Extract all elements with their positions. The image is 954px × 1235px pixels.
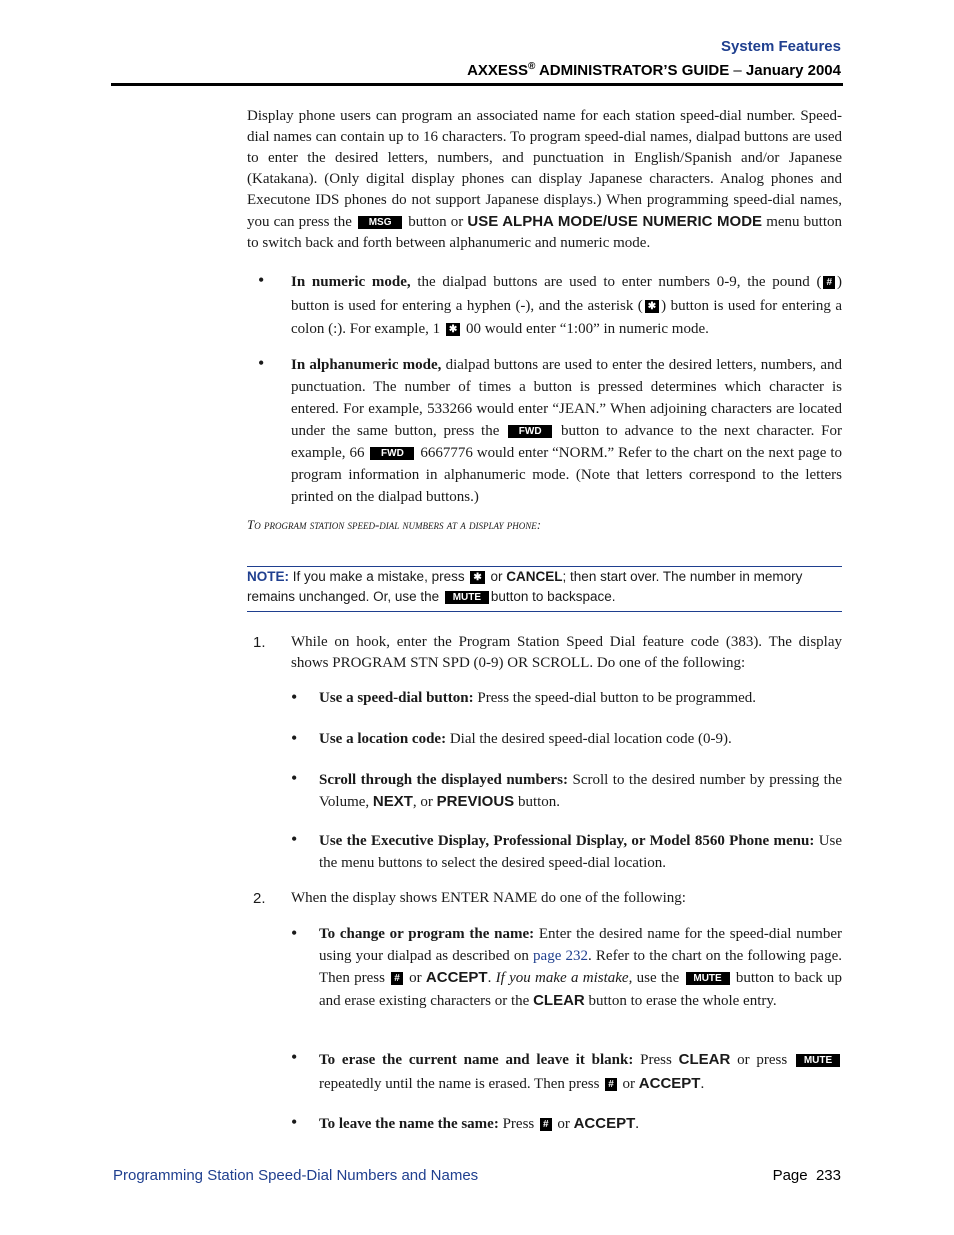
mistake-italic: If you make a mistake, <box>495 970 633 986</box>
procedure-title: To program station speed-dial numbers at a display phone: <box>247 517 542 532</box>
note-label: NOTE: <box>247 569 289 584</box>
intro-paragraph <box>247 106 842 254</box>
sub-text: button to erase the whole entry. <box>588 992 777 1009</box>
fwd-key-icon: FWD <box>370 447 414 460</box>
mute-key-icon: MUTE <box>686 972 730 985</box>
pound-key-icon: # <box>823 276 835 289</box>
asterisk-key-icon: ✱ <box>446 323 460 336</box>
sub-lead: Use a speed-dial button: <box>319 690 474 706</box>
step-2-text: When the display shows ENTER NAME do one of the following: <box>291 890 686 906</box>
pound-key-icon: # <box>605 1078 617 1091</box>
clear-label: CLEAR <box>678 1051 731 1068</box>
guide-date: January 2004 <box>745 62 841 79</box>
note-bottom-rule <box>247 611 842 612</box>
page-num: 233 <box>815 1167 841 1184</box>
numeric-text-4: 00 would enter “1:00” in numeric mode. <box>466 321 709 337</box>
sub-text: or <box>409 970 422 986</box>
sub-text: Press <box>502 1116 535 1132</box>
accept-label: ACCEPT <box>425 969 488 986</box>
previous-label: PREVIOUS <box>436 793 515 810</box>
note-box <box>247 567 842 607</box>
page-232-link[interactable]: page 232 <box>533 947 589 964</box>
pound-key-icon: # <box>540 1118 552 1131</box>
sub-text: . <box>487 970 492 986</box>
clear-label: CLEAR <box>533 991 585 1009</box>
step-1-sub-4 <box>319 830 842 874</box>
bullet-dot: • <box>291 1112 298 1132</box>
intro-text-2: button or <box>408 214 464 230</box>
bullet-dot: • <box>258 353 265 373</box>
header-rule <box>111 83 843 86</box>
page-label: Page <box>772 1167 808 1184</box>
sub-lead: Scroll through the displayed numbers: <box>319 772 569 788</box>
title-dash: – <box>729 62 746 79</box>
bullet-dot: • <box>291 1047 298 1067</box>
bullet-dot: • <box>291 687 298 707</box>
bullet-dot: • <box>291 768 298 788</box>
step-1-sub-1 <box>319 688 842 709</box>
intro-text: Display phone users can program an associated name for each station speed-dial number. Speed-dial names can contain up to 16 characters. To program speed-dial names, dialpad buttons are used to enter the desired letters, numbers, and punctuation in English/Spanish and/or Japanese (Katakana). (Only digital display phones can display Japanese characters. Analog phones and Executone IDS phones do not support Japanese displays.) When programming speed-dial names, you can press the <box>247 108 842 230</box>
sub-text: Scroll to the desired number by pressing the Volume, <box>319 772 843 810</box>
alpha-mode-menu-label: USE ALPHA MODE/USE NUMERIC MODE <box>467 213 763 230</box>
sub-text: repeatedly until the name is erased. Then press <box>319 1076 600 1092</box>
sub-text: or <box>622 1076 636 1092</box>
alphanumeric-mode-item <box>291 354 842 508</box>
note-text-4: button to backspace. <box>490 589 616 604</box>
sub-text: Press <box>640 1052 672 1068</box>
numeric-text-2: ) button is used for entering a hyphen (-), and the asterisk ( <box>291 274 843 314</box>
mute-key-icon: MUTE <box>445 591 489 604</box>
step-number: 2. <box>253 890 266 907</box>
step-2-sub-3 <box>319 1113 842 1135</box>
sub-text: . Refer to the chart on the following page. Then press <box>319 947 842 986</box>
pound-key-icon: # <box>391 972 403 985</box>
sub-text: button to back up and erase existing characters or the <box>319 970 843 1009</box>
bullet-dot: • <box>291 829 298 849</box>
bullet-dot: • <box>291 728 298 748</box>
intro-text-3: menu button to switch back and forth between alphanumeric and numeric mode. <box>247 214 843 251</box>
registered-mark: ® <box>527 61 536 72</box>
next-label: NEXT <box>372 793 413 810</box>
alpha-text-1: dialpad buttons are used to enter the desired letters, numbers, and punctuation. The number of times a button is pressed determines which character is entered. For example, 533266 would enter “JEAN.” When adjoining characters are located under the same button, press the <box>291 357 842 439</box>
alpha-text-2: button to advance to the next character. For example, 66 <box>291 423 843 461</box>
sub-lead: To erase the current name and leave it blank: <box>319 1052 634 1068</box>
guide-title <box>467 61 841 79</box>
step-2-sub-1 <box>319 924 842 1012</box>
step-1-sub-2 <box>319 729 842 750</box>
msg-key-icon: MSG <box>358 216 402 229</box>
alpha-text-3: 6667776 would enter “NORM.” Refer to the chart on the next page to program information in alphanumeric mode. (Note that letters correspond to the letters printed on the dialpad buttons.) <box>291 445 843 505</box>
numeric-text-3: ) button is used for entering a colon (:). For example, 1 <box>291 297 842 337</box>
bullet-dot: • <box>291 923 298 943</box>
guide-name: ADMINISTRATOR’S GUIDE <box>535 62 730 79</box>
sub-text: use the <box>636 970 680 986</box>
sub-text: or press <box>737 1052 788 1068</box>
sub-lead: To leave the name the same: <box>319 1116 499 1132</box>
numeric-mode-item <box>291 271 842 342</box>
sub-text: Enter the desired name for the speed-dial number using your dialpad as described on <box>319 926 842 964</box>
step-number: 1. <box>253 634 266 651</box>
asterisk-key-icon: ✱ <box>645 300 659 313</box>
step-1-sub-3 <box>319 769 842 813</box>
footer-section-title: Programming Station Speed-Dial Numbers and Names <box>113 1167 479 1184</box>
cancel-label: CANCEL <box>506 569 563 584</box>
sub-text: or <box>557 1116 570 1132</box>
note-text-2: or <box>490 569 503 584</box>
step-2-sub-2 <box>319 1048 842 1096</box>
sub-text: , or <box>412 794 433 810</box>
sub-text: button. <box>517 794 561 810</box>
brand-name: AXXESS <box>467 62 528 79</box>
sub-text: Press the speed-dial button to be programmed. <box>477 690 757 706</box>
sub-text: . <box>635 1116 639 1132</box>
note-text-3: ; then start over. The number in memory remains unchanged. Or, use the <box>247 569 803 604</box>
numeric-mode-lead: In numeric mode, <box>291 274 411 290</box>
section-title: System Features <box>720 38 841 55</box>
sub-text: Use the menu buttons to select the desired speed-dial location. <box>319 833 843 871</box>
sub-lead: Use the Executive Display, Professional Display, or Model 8560 Phone menu: <box>319 833 815 849</box>
numeric-text-1: the dialpad buttons are used to enter numbers 0-9, the pound ( <box>417 274 822 290</box>
page-number <box>773 1167 841 1184</box>
asterisk-key-icon: ✱ <box>470 571 484 584</box>
mute-key-icon: MUTE <box>796 1054 840 1067</box>
bullet-dot: • <box>258 270 265 290</box>
note-text-1: If you make a mistake, press <box>292 569 465 584</box>
sub-lead: To change or program the name: <box>319 926 535 942</box>
accept-label: ACCEPT <box>573 1115 636 1132</box>
sub-text: Dial the desired speed-dial location code (0-9). <box>449 731 732 747</box>
alpha-mode-lead: In alphanumeric mode, <box>291 357 442 373</box>
step-1-text: While on hook, enter the Program Station Speed Dial feature code (383). The display shows PROGRAM STN SPD (0-9) OR SCROLL. Do one of the following: <box>291 634 842 671</box>
accept-label: ACCEPT <box>638 1075 701 1092</box>
fwd-key-icon: FWD <box>508 425 552 438</box>
sub-lead: Use a location code: <box>319 731 447 747</box>
sub-text: . <box>700 1076 705 1092</box>
